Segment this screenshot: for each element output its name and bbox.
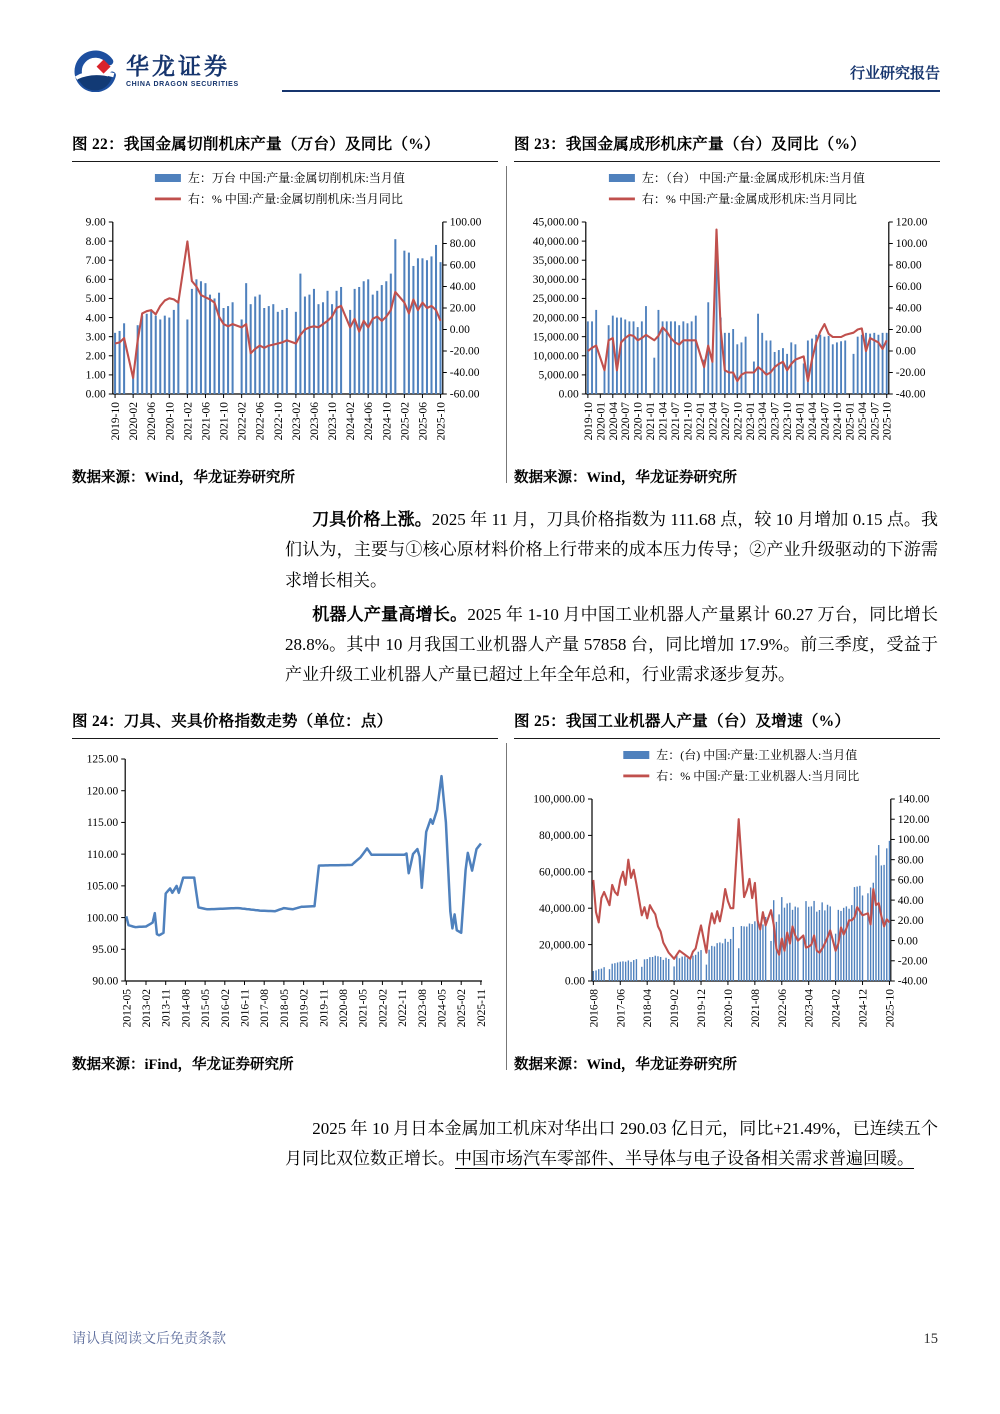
figure-row-1	[0, 132, 1000, 487]
svg-text:2023-02: 2023-02	[290, 402, 303, 441]
svg-text:7.00: 7.00	[85, 254, 106, 267]
svg-text:2016-02: 2016-02	[219, 988, 232, 1027]
figure-25	[514, 709, 940, 1074]
svg-text:2022-06: 2022-06	[254, 402, 267, 441]
svg-text:0.00: 0.00	[897, 934, 918, 947]
svg-text:2021-10: 2021-10	[218, 402, 231, 441]
svg-text:90.00: 90.00	[92, 975, 119, 988]
svg-text:2022-01: 2022-01	[694, 402, 707, 441]
svg-text:2023-04: 2023-04	[803, 988, 816, 1027]
svg-text:40.00: 40.00	[449, 281, 476, 294]
svg-text:40,000.00: 40,000.00	[539, 902, 585, 915]
svg-text:2022-04: 2022-04	[707, 402, 720, 441]
svg-text:5.00: 5.00	[85, 293, 106, 306]
page-header	[0, 0, 1000, 92]
svg-text:8.00: 8.00	[85, 235, 106, 248]
svg-text:20.00: 20.00	[449, 302, 476, 315]
paragraph-body: 2025 年 1-10 月中国工业机器人产量累计 60.27 万台，同比增长 28.8%。其中 10 月我国工业机器人产量 57858 台，同比增加 17.9%。前三季度，受益于产业升级工业机器人产量已超过上年全年总和，行业需求逐步复苏。	[285, 604, 939, 685]
svg-text:2020-01: 2020-01	[595, 402, 608, 441]
svg-text:40.00: 40.00	[895, 302, 922, 315]
figure-title: 图 25：我国工业机器人产量（台）及增速（%）	[514, 709, 940, 739]
svg-text:2024-01: 2024-01	[794, 402, 807, 441]
svg-text:6.00: 6.00	[85, 274, 106, 287]
svg-text:20.00: 20.00	[897, 914, 924, 927]
svg-text:25,000.00: 25,000.00	[532, 293, 579, 306]
footer-disclaimer: 请认真阅读文后免责条款	[72, 1332, 226, 1347]
svg-text:2023-08: 2023-08	[416, 988, 429, 1027]
svg-text:60.00: 60.00	[895, 281, 922, 294]
svg-text:左：万台 中国:产量:金属切削机床:当月值: 左：万台 中国:产量:金属切削机床:当月值	[187, 171, 405, 185]
svg-text:60,000.00: 60,000.00	[539, 866, 585, 878]
svg-text:100.00: 100.00	[897, 833, 930, 846]
svg-text:80.00: 80.00	[895, 259, 922, 272]
body-paragraphs	[285, 505, 938, 691]
svg-text:2025-02: 2025-02	[399, 402, 412, 441]
svg-text:2024-02: 2024-02	[345, 402, 358, 441]
svg-text:15,000.00: 15,000.00	[532, 331, 579, 344]
svg-text:左：（台） 中国:产量:金属成形机床:当月值: 左：（台） 中国:产量:金属成形机床:当月值	[641, 171, 865, 185]
svg-text:0.00: 0.00	[895, 345, 916, 358]
svg-text:60.00: 60.00	[897, 874, 924, 887]
svg-text:2022-06: 2022-06	[776, 988, 789, 1027]
svg-text:2023-10: 2023-10	[327, 402, 340, 441]
svg-text:5,000.00: 5,000.00	[538, 369, 579, 382]
svg-text:2023-01: 2023-01	[744, 402, 757, 441]
svg-text:120.00: 120.00	[86, 784, 119, 797]
svg-text:2023-06: 2023-06	[308, 402, 321, 441]
svg-text:2020-02: 2020-02	[128, 402, 141, 441]
figure-title: 图 22：我国金属切削机床产量（万台）及同比（%）	[72, 132, 498, 162]
header-rule	[282, 62, 940, 92]
svg-text:80,000.00: 80,000.00	[539, 829, 585, 842]
data-source: 数据来源：Wind，华龙证券研究所	[72, 470, 295, 486]
svg-text:-60.00: -60.00	[449, 388, 480, 401]
svg-text:9.00: 9.00	[85, 216, 106, 229]
svg-text:2019-11: 2019-11	[318, 988, 331, 1027]
svg-text:2022-02: 2022-02	[236, 402, 249, 441]
svg-text:2024-07: 2024-07	[819, 402, 832, 441]
svg-text:-40.00: -40.00	[897, 975, 928, 988]
svg-text:2021-08: 2021-08	[749, 988, 762, 1027]
svg-text:-20.00: -20.00	[449, 345, 480, 358]
data-source: 数据来源：iFind，华龙证券研究所	[72, 1056, 294, 1073]
svg-text:2025-07: 2025-07	[869, 402, 882, 441]
figure-row-2	[0, 709, 1000, 1074]
svg-text:100.00: 100.00	[895, 238, 928, 251]
svg-text:0.00: 0.00	[449, 324, 470, 337]
svg-text:2020-07: 2020-07	[620, 402, 633, 441]
svg-text:2018-04: 2018-04	[642, 988, 655, 1027]
svg-text:2019-02: 2019-02	[669, 988, 682, 1027]
svg-text:2024-06: 2024-06	[363, 402, 376, 441]
svg-text:2022-10: 2022-10	[272, 402, 285, 441]
svg-text:2020-08: 2020-08	[338, 988, 351, 1027]
svg-text:2022-02: 2022-02	[377, 988, 390, 1027]
svg-text:2024-04: 2024-04	[807, 402, 820, 441]
svg-text:-20.00: -20.00	[897, 954, 928, 967]
svg-text:2021-05: 2021-05	[357, 988, 370, 1027]
paragraph-robot-output	[285, 600, 938, 691]
svg-text:-40.00: -40.00	[895, 388, 926, 401]
figure-23	[514, 132, 940, 487]
svg-text:2013-11: 2013-11	[160, 988, 173, 1027]
figure-title: 图 23：我国金属成形机床产量（台）及同比（%）	[514, 132, 940, 162]
paragraph-japan-exports	[285, 1114, 938, 1175]
svg-text:2021-02: 2021-02	[182, 402, 195, 441]
svg-text:2025-04: 2025-04	[856, 402, 869, 441]
svg-text:2014-08: 2014-08	[180, 988, 193, 1027]
svg-text:2020-06: 2020-06	[146, 402, 159, 441]
svg-text:35,000.00: 35,000.00	[532, 254, 579, 267]
svg-text:120.00: 120.00	[895, 216, 928, 229]
paragraph-underlined: 中国市场汽车零部件、半导体与电子设备相关需求普遍回暖。	[455, 1148, 914, 1168]
brand-text	[126, 52, 239, 88]
figure-22	[72, 132, 498, 487]
figure-title: 图 24：刀具、夹具价格指数走势（单位：点）	[72, 709, 498, 739]
svg-text:2013-02: 2013-02	[140, 988, 153, 1027]
svg-text:40.00: 40.00	[897, 894, 924, 907]
svg-text:2025-11: 2025-11	[475, 988, 488, 1027]
svg-text:2023-07: 2023-07	[769, 402, 782, 441]
svg-text:45,000.00: 45,000.00	[532, 216, 579, 229]
svg-text:2025-02: 2025-02	[456, 988, 469, 1027]
svg-text:左：(台) 中国:产量:工业机器人:当月值: 左：(台) 中国:产量:工业机器人:当月值	[656, 747, 858, 762]
svg-text:2021-07: 2021-07	[670, 402, 683, 441]
svg-text:2016-11: 2016-11	[239, 988, 252, 1027]
svg-text:2020-10: 2020-10	[164, 402, 177, 441]
svg-text:2024-12: 2024-12	[857, 988, 870, 1027]
svg-text:95.00: 95.00	[92, 943, 119, 956]
svg-text:0.00: 0.00	[564, 975, 585, 988]
svg-text:20,000.00: 20,000.00	[539, 938, 585, 951]
svg-text:2019-02: 2019-02	[298, 988, 311, 1027]
chart-metal-forming-machine-tools	[514, 166, 942, 458]
paragraph-body: 2025 年 10 月日本金属加工机床对华出口 290.03 亿日元，同比+21.49%，已连续五个月同比双位数正增长。	[285, 1118, 938, 1168]
paragraph-lead: 刀具价格上涨。	[312, 510, 432, 529]
svg-text:2019-10: 2019-10	[110, 402, 123, 441]
svg-text:2020-04: 2020-04	[607, 402, 620, 441]
svg-text:2018-05: 2018-05	[278, 988, 291, 1027]
data-source: 数据来源：Wind，华龙证券研究所	[514, 470, 737, 486]
svg-text:2016-08: 2016-08	[588, 988, 601, 1027]
svg-text:2017-08: 2017-08	[259, 988, 272, 1027]
chart-industrial-robot-output	[514, 743, 944, 1045]
svg-text:2022-07: 2022-07	[719, 402, 732, 441]
chart-tool-fixture-price-index	[72, 743, 496, 1045]
svg-text:2024-10: 2024-10	[831, 402, 844, 441]
svg-text:2.00: 2.00	[85, 350, 106, 363]
figure-24	[72, 709, 498, 1074]
svg-text:20,000.00: 20,000.00	[532, 312, 579, 325]
svg-text:右：% 中国:产量:金属切削机床:当月同比: 右：% 中国:产量:金属切削机床:当月同比	[187, 192, 403, 206]
svg-text:100,000.00: 100,000.00	[533, 793, 585, 806]
svg-text:3.00: 3.00	[85, 331, 106, 344]
svg-text:125.00: 125.00	[86, 753, 119, 766]
svg-text:110.00: 110.00	[86, 848, 119, 861]
svg-text:2019-10: 2019-10	[582, 402, 595, 441]
svg-text:80.00: 80.00	[449, 238, 476, 251]
svg-text:2025-10: 2025-10	[881, 402, 894, 441]
svg-text:0.00: 0.00	[85, 388, 106, 401]
svg-text:右：% 中国:产量:工业机器人:当月同比: 右：% 中国:产量:工业机器人:当月同比	[656, 768, 860, 783]
svg-text:2023-04: 2023-04	[757, 402, 770, 441]
svg-text:2025-06: 2025-06	[417, 402, 430, 441]
svg-text:2017-06: 2017-06	[615, 988, 628, 1027]
svg-text:2025-10: 2025-10	[884, 988, 897, 1027]
chart-metal-cutting-machine-tools	[72, 166, 496, 458]
svg-text:2025-01: 2025-01	[844, 402, 857, 441]
paragraph-lead: 机器人产量高增长。	[312, 604, 468, 624]
data-source: 数据来源：Wind，华龙证券研究所	[514, 1056, 737, 1073]
company-logo	[72, 50, 118, 92]
svg-text:115.00: 115.00	[86, 816, 119, 829]
svg-text:2022-11: 2022-11	[397, 988, 410, 1027]
svg-text:2023-10: 2023-10	[782, 402, 795, 441]
svg-text:2024-05: 2024-05	[436, 988, 449, 1027]
svg-text:30,000.00: 30,000.00	[532, 274, 579, 287]
page-footer	[72, 1328, 938, 1348]
svg-text:2019-12: 2019-12	[696, 988, 709, 1027]
svg-text:2024-10: 2024-10	[381, 402, 394, 441]
svg-text:40,000.00: 40,000.00	[532, 235, 579, 248]
report-type-label: 行业研究报告	[849, 66, 940, 82]
closing-paragraph-block	[285, 1114, 938, 1175]
svg-text:-40.00: -40.00	[449, 367, 480, 380]
svg-text:100.00: 100.00	[86, 911, 119, 924]
svg-text:2021-10: 2021-10	[682, 402, 695, 441]
svg-text:100.00: 100.00	[449, 216, 482, 229]
svg-text:2021-06: 2021-06	[200, 402, 213, 441]
svg-text:1.00: 1.00	[85, 369, 106, 382]
svg-text:右：% 中国:产量:金属成形机床:当月同比: 右：% 中国:产量:金属成形机床:当月同比	[641, 192, 857, 206]
svg-text:2020-10: 2020-10	[632, 402, 645, 441]
svg-text:2015-05: 2015-05	[200, 988, 213, 1027]
svg-text:60.00: 60.00	[449, 259, 476, 272]
svg-text:10,000.00: 10,000.00	[532, 350, 579, 363]
paragraph-tool-price	[285, 505, 938, 596]
svg-text:2025-10: 2025-10	[435, 402, 448, 441]
svg-text:2021-04: 2021-04	[657, 402, 670, 441]
svg-text:2020-10: 2020-10	[722, 988, 735, 1027]
svg-text:20.00: 20.00	[895, 324, 922, 337]
svg-text:4.00: 4.00	[85, 312, 106, 325]
brand-name-en: CHINA DRAGON SECURITIES	[126, 80, 239, 88]
svg-text:2022-10: 2022-10	[732, 402, 745, 441]
svg-text:105.00: 105.00	[86, 880, 119, 893]
svg-text:2024-02: 2024-02	[830, 988, 843, 1027]
svg-text:140.00: 140.00	[897, 793, 930, 806]
svg-text:120.00: 120.00	[897, 813, 930, 826]
svg-text:2021-01: 2021-01	[645, 402, 658, 441]
page-number: 15	[923, 1331, 938, 1347]
brand-name-cn: 华龙证券	[126, 52, 230, 79]
paragraph-body: 2025 年 11 月，刀具价格指数为 111.68 点，较 10 月增加 0.15 点。我们认为，主要与①核心原材料价格上行带来的成本压力传导；②产业升级驱动的下游需求增长相关。	[285, 510, 938, 590]
company-brand	[72, 50, 282, 92]
svg-text:2012-05: 2012-05	[121, 988, 134, 1027]
svg-text:-20.00: -20.00	[895, 367, 926, 380]
svg-text:80.00: 80.00	[897, 853, 924, 866]
svg-text:0.00: 0.00	[558, 388, 579, 401]
